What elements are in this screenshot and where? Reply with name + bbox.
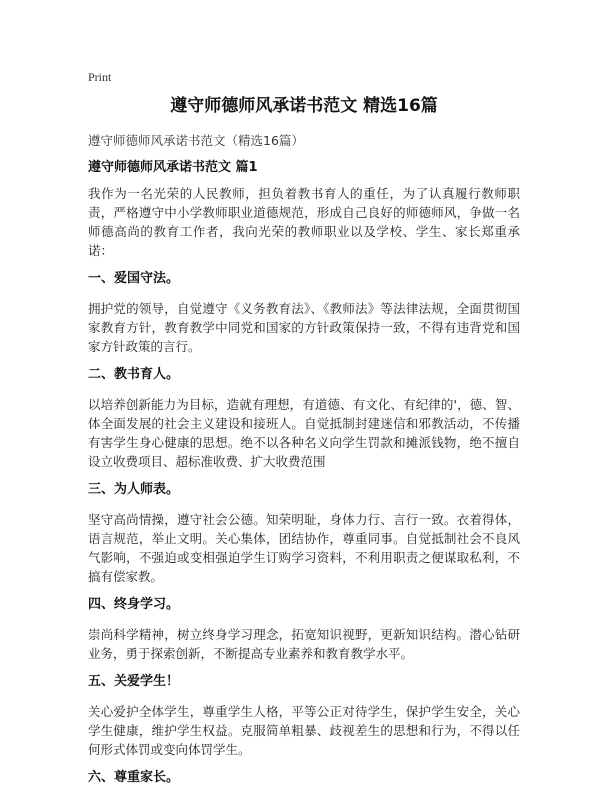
section-body: 拥护党的领导，自觉遵守《义务教育法》、《教师法》等法律法规，全面贯彻国家教育方针，教育教学中同党和国家的方针政策保持一致，不得有违背党和国家方针政策的言行。 — [88, 301, 520, 354]
section-1 — [88, 269, 520, 356]
article-title: 遵守师德师风承诺书范文 篇1 — [88, 160, 258, 175]
section-body: 以培养创新能力为目标，造就有理想，有道德、有文化、有纪律的'，德、智、体全面发展的社会主义建设和接班人。自觉抵制封建迷信和邪教活动，不传播有害学生身心健康的思想。绝不以各种名义向学生罚款和摊派钱物，绝不擅自设立收费项目、超标准收费、扩大收费范围 — [88, 397, 520, 469]
section-3 — [88, 480, 520, 586]
section-5 — [88, 672, 520, 759]
document-subtitle: 遵守师德师风承诺书范文（精选16篇） — [88, 133, 304, 148]
section-heading: 五、关爱学生！ — [88, 674, 180, 689]
document-content — [88, 158, 520, 798]
document-title: 遵守师德师风承诺书范文 精选16篇 — [170, 96, 438, 116]
section-body: 坚守高尚情操，遵守社会公德。知荣明耻，身体力行、言行一致。衣着得体，语言规范，举止文明。关心集体，团结协作，尊重同事。自觉抵制社会不良风气影响，不强迫或变相强迫学生订购学习资料，不利用职责之便谋取私利，不搞有偿家教。 — [88, 512, 520, 584]
intro-paragraph: 我作为一名光荣的人民教师，担负着教书育人的重任，为了认真履行教师职责，严格遵守中小学教师职业道德规范，形成自己良好的师德师风，争做一名师德高尚的教育工作者，我向光荣的教师职业以及学校、学生、家长郑重承诺： — [88, 186, 520, 258]
section-body: 崇尚科学精神，树立终身学习理念，拓宽知识视野，更新知识结构。潜心钻研业务，勇于探索创新，不断提高专业素养和教育教学水平。 — [88, 627, 520, 661]
section-heading: 三、为人师表。 — [88, 482, 180, 497]
section-heading: 一、爱国守法。 — [88, 271, 180, 286]
section-heading: 四、终身学习。 — [88, 597, 180, 612]
section-2 — [88, 365, 520, 471]
section-4 — [88, 595, 520, 663]
section-heading: 二、教书育人。 — [88, 367, 180, 382]
section-6 — [88, 768, 520, 788]
section-body: 关心爱护全体学生，尊重学生人格，平等公正对待学生，保护学生安全，关心学生健康，维护学生权益。克服简单粗暴、歧视差生的思想和行为，不得以任何形式体罚或变向体罚学生。 — [88, 704, 520, 757]
print-link[interactable]: Print — [88, 70, 112, 84]
section-heading: 六、尊重家长。 — [88, 770, 180, 785]
